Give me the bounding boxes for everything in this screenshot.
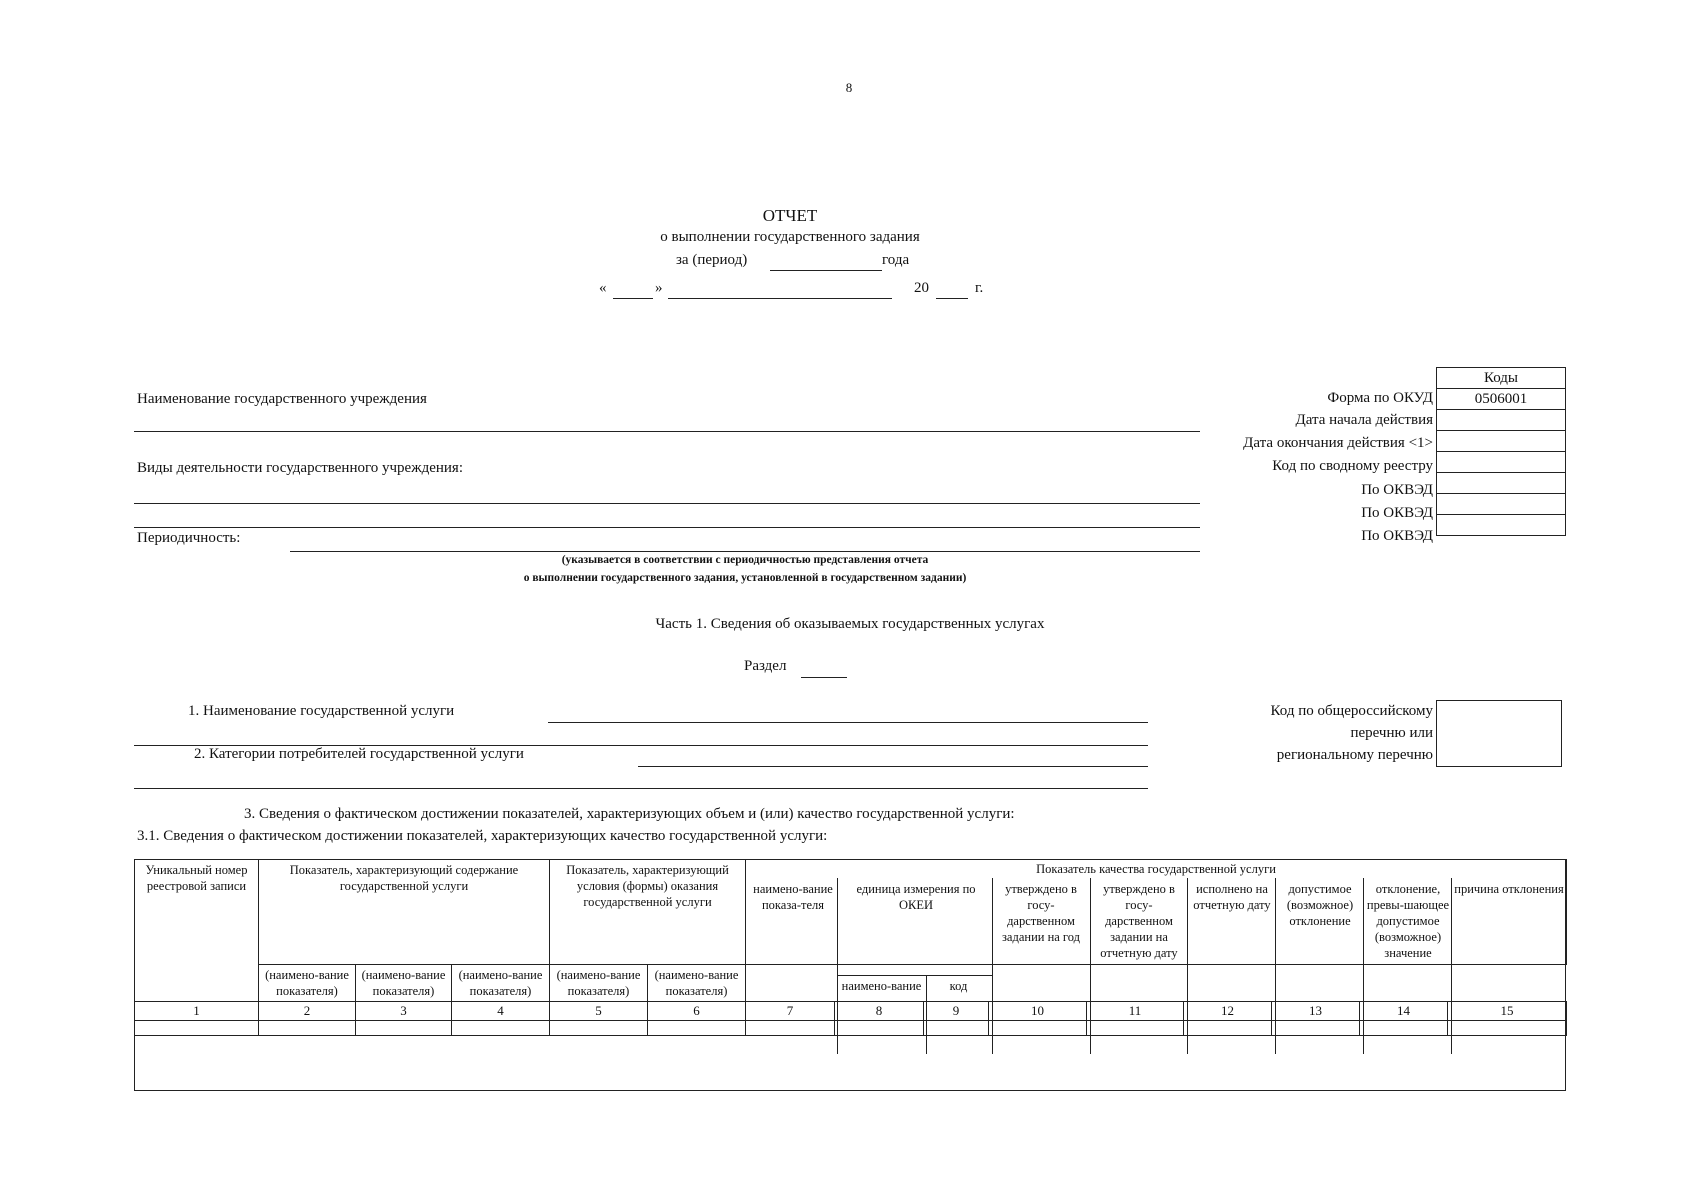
col-content-indicator: Показатель, характеризующий содержание государственной услуги bbox=[259, 860, 550, 965]
label-okud: Форма по ОКУД bbox=[1327, 390, 1433, 406]
num-6: 6 bbox=[648, 1002, 746, 1021]
divider bbox=[1187, 878, 1188, 1054]
cell[interactable] bbox=[135, 1021, 259, 1036]
num-13: 13 bbox=[1272, 1002, 1360, 1021]
item3-text: 3. Сведения о фактическом достижении показателей, характеризующих объем и (или) качество государственной услуги: bbox=[244, 806, 1015, 822]
code-label-3: региональному перечню bbox=[1276, 747, 1433, 763]
col-quality-indicator: Показатель качества государственной услуги bbox=[746, 860, 1567, 965]
period-suffix: года bbox=[882, 252, 910, 268]
col-unit: единица измерения по ОКЕИ bbox=[856, 882, 976, 912]
okved-value-2 bbox=[1437, 494, 1566, 515]
divider bbox=[1363, 878, 1364, 1054]
part1-title: Часть 1. Сведения об оказываемых государственных услугах bbox=[655, 616, 1045, 632]
registry-code-value bbox=[1437, 452, 1566, 473]
consumers-line-2[interactable] bbox=[134, 788, 1148, 789]
activities-line-1[interactable] bbox=[134, 503, 1200, 504]
col-exceeding-deviation: отклонение, превы-шающее допустимое (возможное) значение bbox=[1366, 882, 1450, 960]
num-10: 10 bbox=[989, 1002, 1087, 1021]
num-14: 14 bbox=[1360, 1002, 1448, 1021]
okved-value-1 bbox=[1437, 473, 1566, 494]
consumers-label: 2. Категории потребителей государственной услуги bbox=[194, 746, 524, 762]
page-number: 8 bbox=[845, 80, 853, 95]
start-date-value bbox=[1437, 410, 1566, 431]
num-7: 7 bbox=[746, 1002, 835, 1021]
codes-header: Коды bbox=[1437, 368, 1566, 389]
service-name-line[interactable] bbox=[548, 722, 1148, 723]
divider bbox=[1090, 878, 1091, 1054]
periodicity-label: Периодичность: bbox=[137, 530, 241, 546]
code-label-1: Код по общероссийскому bbox=[1270, 703, 1433, 719]
label-okved-2: По ОКВЭД bbox=[1361, 505, 1433, 521]
label-registry-code: Код по сводному реестру bbox=[1272, 458, 1433, 474]
period-underline bbox=[770, 270, 882, 271]
content-indicator-1: (наимено-вание показателя) bbox=[259, 965, 356, 1002]
label-end-date: Дата окончания действия <1> bbox=[1243, 435, 1433, 451]
label-start-date: Дата начала действия bbox=[1295, 412, 1433, 428]
num-2: 2 bbox=[259, 1002, 356, 1021]
col-conditions-indicator: Показатель, характеризующий условия (формы) оказания государственной услуги bbox=[550, 860, 746, 965]
code-box[interactable] bbox=[1436, 700, 1562, 767]
date-close-quote: » bbox=[655, 280, 663, 296]
col-approved-year: утверждено в госу-дарственном задании на год bbox=[1001, 882, 1080, 944]
num-1: 1 bbox=[135, 1002, 259, 1021]
col-unique-number: Уникальный номер реестровой записи bbox=[135, 860, 259, 1002]
divider bbox=[992, 878, 993, 1054]
num-5: 5 bbox=[550, 1002, 648, 1021]
periodicity-line[interactable] bbox=[290, 551, 1200, 552]
divider bbox=[837, 878, 838, 1054]
col-indicator-name: наимено-вание показа-теля bbox=[753, 882, 833, 912]
num-12: 12 bbox=[1184, 1002, 1272, 1021]
year-underline bbox=[936, 298, 968, 299]
num-11: 11 bbox=[1087, 1002, 1184, 1021]
divider bbox=[1451, 878, 1452, 1054]
okud-value: 0506001 bbox=[1437, 389, 1566, 410]
month-underline bbox=[668, 298, 892, 299]
divider bbox=[1275, 878, 1276, 1054]
num-4: 4 bbox=[452, 1002, 550, 1021]
consumers-line[interactable] bbox=[638, 766, 1148, 767]
periodicity-note-1: (указывается в соответствии с периодичностью представления отчета bbox=[561, 554, 929, 566]
report-title: ОТЧЕТ bbox=[762, 206, 818, 225]
okved-value-3 bbox=[1437, 515, 1566, 536]
content-indicator-3: (наимено-вание показателя) bbox=[452, 965, 550, 1002]
year-prefix: 20 bbox=[914, 280, 929, 296]
cell[interactable] bbox=[648, 1021, 746, 1036]
cell[interactable] bbox=[452, 1021, 550, 1036]
end-date-value bbox=[1437, 431, 1566, 452]
section-underline[interactable] bbox=[801, 677, 847, 678]
activities-line-2[interactable] bbox=[134, 527, 1200, 528]
institution-name-label: Наименование государственного учреждения bbox=[137, 391, 427, 407]
condition-indicator-2: (наимено-вание показателя) bbox=[648, 965, 746, 1002]
col-unit-name: наимено-вание bbox=[841, 979, 922, 993]
col-unit-code: код bbox=[949, 979, 968, 993]
num-3: 3 bbox=[356, 1002, 452, 1021]
col-executed: исполнено на отчетную дату bbox=[1193, 882, 1271, 912]
code-label-2: перечню или bbox=[1350, 725, 1433, 741]
content-indicator-2: (наимено-вание показателя) bbox=[356, 965, 452, 1002]
unit-divider bbox=[837, 975, 992, 976]
num-8: 8 bbox=[835, 1002, 924, 1021]
num-9: 9 bbox=[924, 1002, 989, 1021]
label-okved-1: По ОКВЭД bbox=[1361, 482, 1433, 498]
col-deviation-reason: причина отклонения bbox=[1454, 882, 1564, 896]
year-suffix: г. bbox=[975, 280, 984, 296]
report-subtitle: о выполнении государственного задания bbox=[660, 229, 920, 245]
cell[interactable] bbox=[259, 1021, 356, 1036]
section-label: Раздел bbox=[744, 658, 787, 674]
quality-subheader bbox=[749, 878, 1566, 1054]
label-okved-3: По ОКВЭД bbox=[1361, 528, 1433, 544]
cell[interactable] bbox=[356, 1021, 452, 1036]
periodicity-note-2: о выполнении государственного задания, установленной в государственном задании) bbox=[523, 572, 967, 584]
period-prefix: за (период) bbox=[676, 252, 748, 268]
service-name-label: 1. Наименование государственной услуги bbox=[188, 703, 455, 719]
cell[interactable] bbox=[550, 1021, 648, 1036]
day-underline bbox=[613, 298, 653, 299]
institution-name-line[interactable] bbox=[134, 431, 1200, 432]
condition-indicator-1: (наимено-вание показателя) bbox=[550, 965, 648, 1002]
num-15: 15 bbox=[1448, 1002, 1567, 1021]
col-allowed-deviation: допустимое (возможное) отклонение bbox=[1286, 882, 1354, 928]
date-open-quote: « bbox=[599, 280, 607, 296]
item31-text: 3.1. Сведения о фактическом достижении показателей, характеризующих качество государственной услуги: bbox=[137, 828, 828, 844]
col-approved-date: утверждено в госу-дарственном задании на отчетную дату bbox=[1100, 882, 1178, 960]
activities-label: Виды деятельности государственного учреждения: bbox=[137, 460, 463, 476]
codes-table bbox=[1436, 367, 1566, 536]
